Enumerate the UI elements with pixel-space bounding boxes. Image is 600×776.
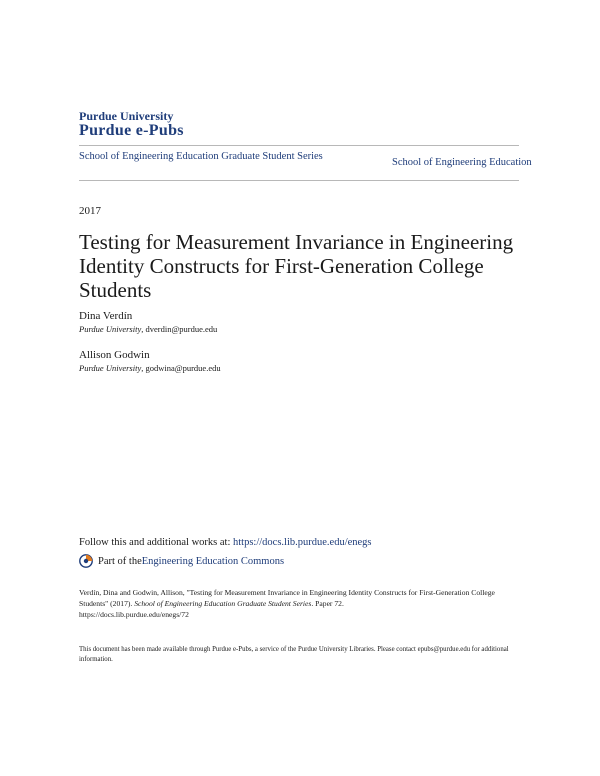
- affiliation-institution: Purdue University: [79, 324, 142, 334]
- university-name[interactable]: Purdue University: [79, 109, 174, 123]
- citation-url[interactable]: https://docs.lib.purdue.edu/enegs/72: [79, 610, 189, 619]
- publication-year: 2017: [79, 205, 101, 217]
- affiliation-institution: Purdue University: [79, 363, 142, 373]
- bottom-divider: [79, 180, 519, 181]
- author-affiliation: [79, 324, 217, 334]
- follow-url-link[interactable]: https://docs.lib.purdue.edu/enegs: [233, 537, 372, 548]
- author-email[interactable]: , dverdin@purdue.edu: [141, 324, 218, 334]
- paper-title: Testing for Measurement Invariance in Engineering Identity Constructs for First-Generation College Students: [79, 230, 514, 302]
- follow-line: [79, 537, 372, 548]
- availability-notice: This document has been made available through Purdue e-Pubs, a service of the Purdue University Libraries. Please contact epubs@purdue.edu for additional information.: [79, 646, 509, 663]
- follow-prefix: Follow this and additional works at:: [79, 537, 233, 548]
- author-block-1: [79, 310, 217, 334]
- department-link[interactable]: School of Engineering Education: [392, 157, 532, 168]
- part-of-prefix: Part of the: [98, 555, 142, 567]
- repository-name[interactable]: Purdue e-Pubs: [79, 122, 184, 139]
- commons-link[interactable]: Engineering Education Commons: [141, 555, 285, 567]
- citation-block: [79, 587, 519, 620]
- author-affiliation: [79, 363, 221, 373]
- author-block-2: [79, 349, 221, 373]
- commons-network-icon: [79, 554, 93, 568]
- citation-tail: . Paper 72.: [311, 599, 344, 608]
- part-of-line: [79, 554, 284, 568]
- top-divider: [79, 145, 519, 146]
- series-link[interactable]: School of Engineering Education Graduate Student Series: [79, 151, 323, 162]
- author-email[interactable]: , godwina@purdue.edu: [141, 363, 221, 373]
- author-name: Dina Verdín: [79, 310, 133, 322]
- citation-lead: Verdín, Dina and Godwin, Allison, "Testing for Measurement Invariance in Engineering Identity Constructs for First-Generation College Students" (2017).: [79, 588, 495, 608]
- author-name: Allison Godwin: [79, 349, 150, 361]
- citation-series: School of Engineering Education Graduate Student Series: [134, 599, 312, 608]
